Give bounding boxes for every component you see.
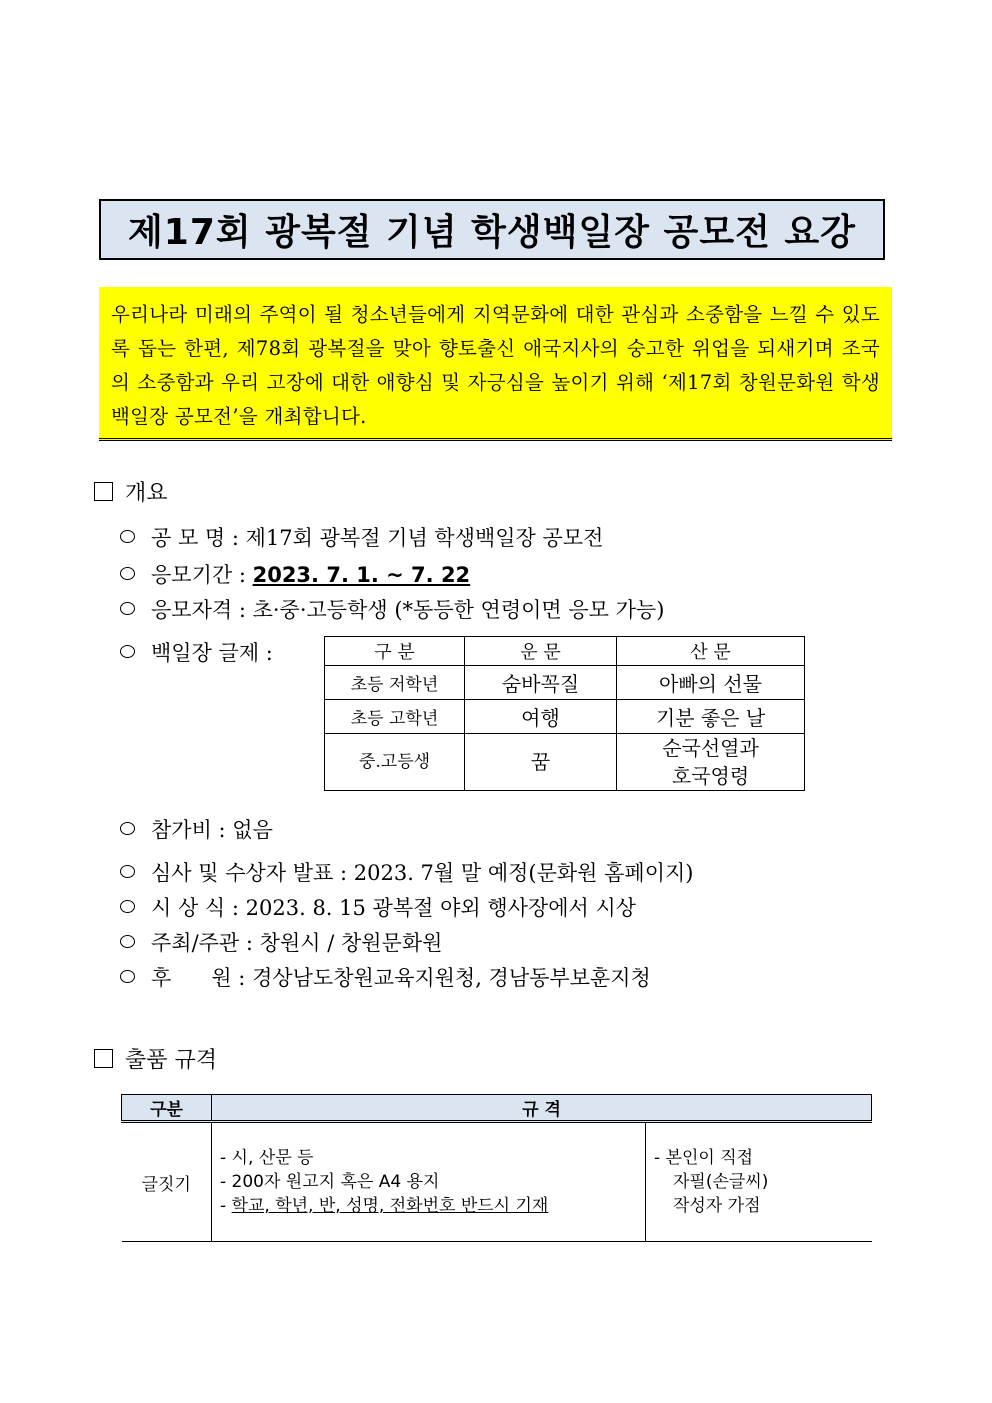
rule-line bbox=[220, 1194, 645, 1218]
item-value: 2023. 7월 말 예정(문화원 홈페이지) bbox=[353, 861, 694, 885]
table-cell bbox=[617, 734, 805, 791]
table-header-row bbox=[122, 1095, 872, 1122]
item-label: 응모기간 : bbox=[151, 563, 246, 587]
table-header-cell: 구분 bbox=[122, 1095, 212, 1122]
table-cell: 여행 bbox=[465, 700, 617, 734]
eligibility-item bbox=[120, 594, 664, 624]
table-header-row bbox=[325, 637, 805, 666]
topics-table bbox=[324, 636, 805, 791]
item-label: 공 모 명 : bbox=[151, 526, 239, 550]
circle-bullet-icon bbox=[120, 602, 135, 615]
table-row bbox=[325, 700, 805, 734]
spec-table bbox=[121, 1094, 872, 1242]
section-heading: 출품 규격 bbox=[125, 1048, 218, 1073]
item-label: 참가비 : bbox=[151, 818, 226, 842]
period-item bbox=[120, 559, 470, 589]
circle-bullet-icon bbox=[120, 822, 135, 835]
checkbox-square-icon bbox=[94, 1049, 113, 1068]
table-header-cell: 구 분 bbox=[325, 637, 465, 666]
item-label: 심사 및 수상자 발표 : bbox=[151, 861, 348, 885]
table-row bbox=[122, 1122, 872, 1242]
announcement-item bbox=[120, 857, 693, 887]
note-line: 작성자 가점 bbox=[673, 1196, 761, 1216]
intro-paragraph: 우리나라 미래의 주역이 될 청소년들에게 지역문화에 대한 관심과 소중함을 느낄 수 있도록 돕는 한편, 제78회 광복절을 맞아 향토출신 애국지사의 숭고한 위업을 되새기며 조국의 소중함과 우리 고장에 대한 애향심 및 자긍심을 높이기 위해 ‘제17회 창원문화원 학생백일장 공모전’을 개최합니다. bbox=[99, 287, 892, 441]
checkbox-square-icon bbox=[94, 482, 113, 501]
circle-bullet-icon bbox=[120, 970, 135, 983]
section-spec bbox=[94, 1043, 217, 1074]
item-value: 초·중·고등학생 (*동등한 연령이면 응모 가능) bbox=[252, 598, 665, 622]
table-cell: 초등 고학년 bbox=[325, 700, 465, 734]
rule-line: - 200자 원고지 혹은 A4 용지 bbox=[220, 1172, 440, 1192]
host-item bbox=[120, 927, 442, 957]
circle-bullet-icon bbox=[120, 900, 135, 913]
table-cell bbox=[212, 1122, 646, 1242]
circle-bullet-icon bbox=[120, 530, 135, 543]
note-line: - 본인이 직접 bbox=[654, 1148, 754, 1168]
item-label: 시 상 식 : bbox=[151, 896, 239, 920]
item-label: 응모자격 : bbox=[151, 598, 246, 622]
rule-line: - 시, 산문 등 bbox=[220, 1148, 314, 1168]
table-cell bbox=[646, 1122, 872, 1242]
item-value: 없음 bbox=[232, 818, 273, 842]
table-cell: 기분 좋은 날 bbox=[617, 700, 805, 734]
rule-underlined: 학교, 학년, 반, 성명, 전화번호 반드시 기재 bbox=[231, 1196, 549, 1216]
note-line: 자필(손글씨) bbox=[673, 1172, 769, 1192]
cell-line: 순국선열과 bbox=[662, 736, 759, 760]
item-value: 경상남도창원교육지원청, 경남동부보훈지청 bbox=[252, 966, 651, 990]
item-value: 2023. 8. 15 광복절 야외 행사장에서 시상 bbox=[245, 896, 637, 920]
item-label: 백일장 글제 : bbox=[151, 641, 273, 665]
item-value: 창원시 / 창원문화원 bbox=[259, 931, 443, 955]
table-cell: 아빠의 선물 bbox=[617, 666, 805, 700]
topics-item bbox=[120, 637, 273, 667]
table-row bbox=[325, 666, 805, 700]
table-row bbox=[325, 734, 805, 791]
item-value: 2023. 7. 1. ~ 7. 22 bbox=[252, 563, 471, 587]
cell-line: 호국영령 bbox=[671, 764, 750, 788]
section-overview bbox=[94, 476, 168, 507]
sponsor-item bbox=[120, 962, 651, 992]
table-cell: 숨바꼭질 bbox=[465, 666, 617, 700]
table-cell: 글짓기 bbox=[122, 1122, 212, 1242]
section-heading: 개요 bbox=[125, 481, 168, 506]
page-title: 제17회 광복절 기념 학생백일장 공모전 요강 bbox=[99, 199, 885, 260]
item-value: 제17회 광복절 기념 학생백일장 공모전 bbox=[245, 526, 604, 550]
table-cell: 중.고등생 bbox=[325, 734, 465, 791]
circle-bullet-icon bbox=[120, 645, 135, 658]
table-header-cell: 운 문 bbox=[465, 637, 617, 666]
circle-bullet-icon bbox=[120, 567, 135, 580]
circle-bullet-icon bbox=[120, 935, 135, 948]
rule-prefix: - bbox=[220, 1196, 232, 1216]
circle-bullet-icon bbox=[120, 865, 135, 878]
table-cell: 초등 저학년 bbox=[325, 666, 465, 700]
fee-item bbox=[120, 814, 273, 844]
table-header-cell: 산 문 bbox=[617, 637, 805, 666]
contest-name-item bbox=[120, 522, 603, 552]
ceremony-item bbox=[120, 892, 636, 922]
item-label: 후 원 : bbox=[151, 966, 246, 990]
table-header-cell: 규 격 bbox=[212, 1095, 872, 1122]
item-label: 주최/주관 : bbox=[151, 931, 253, 955]
table-cell: 꿈 bbox=[465, 734, 617, 791]
